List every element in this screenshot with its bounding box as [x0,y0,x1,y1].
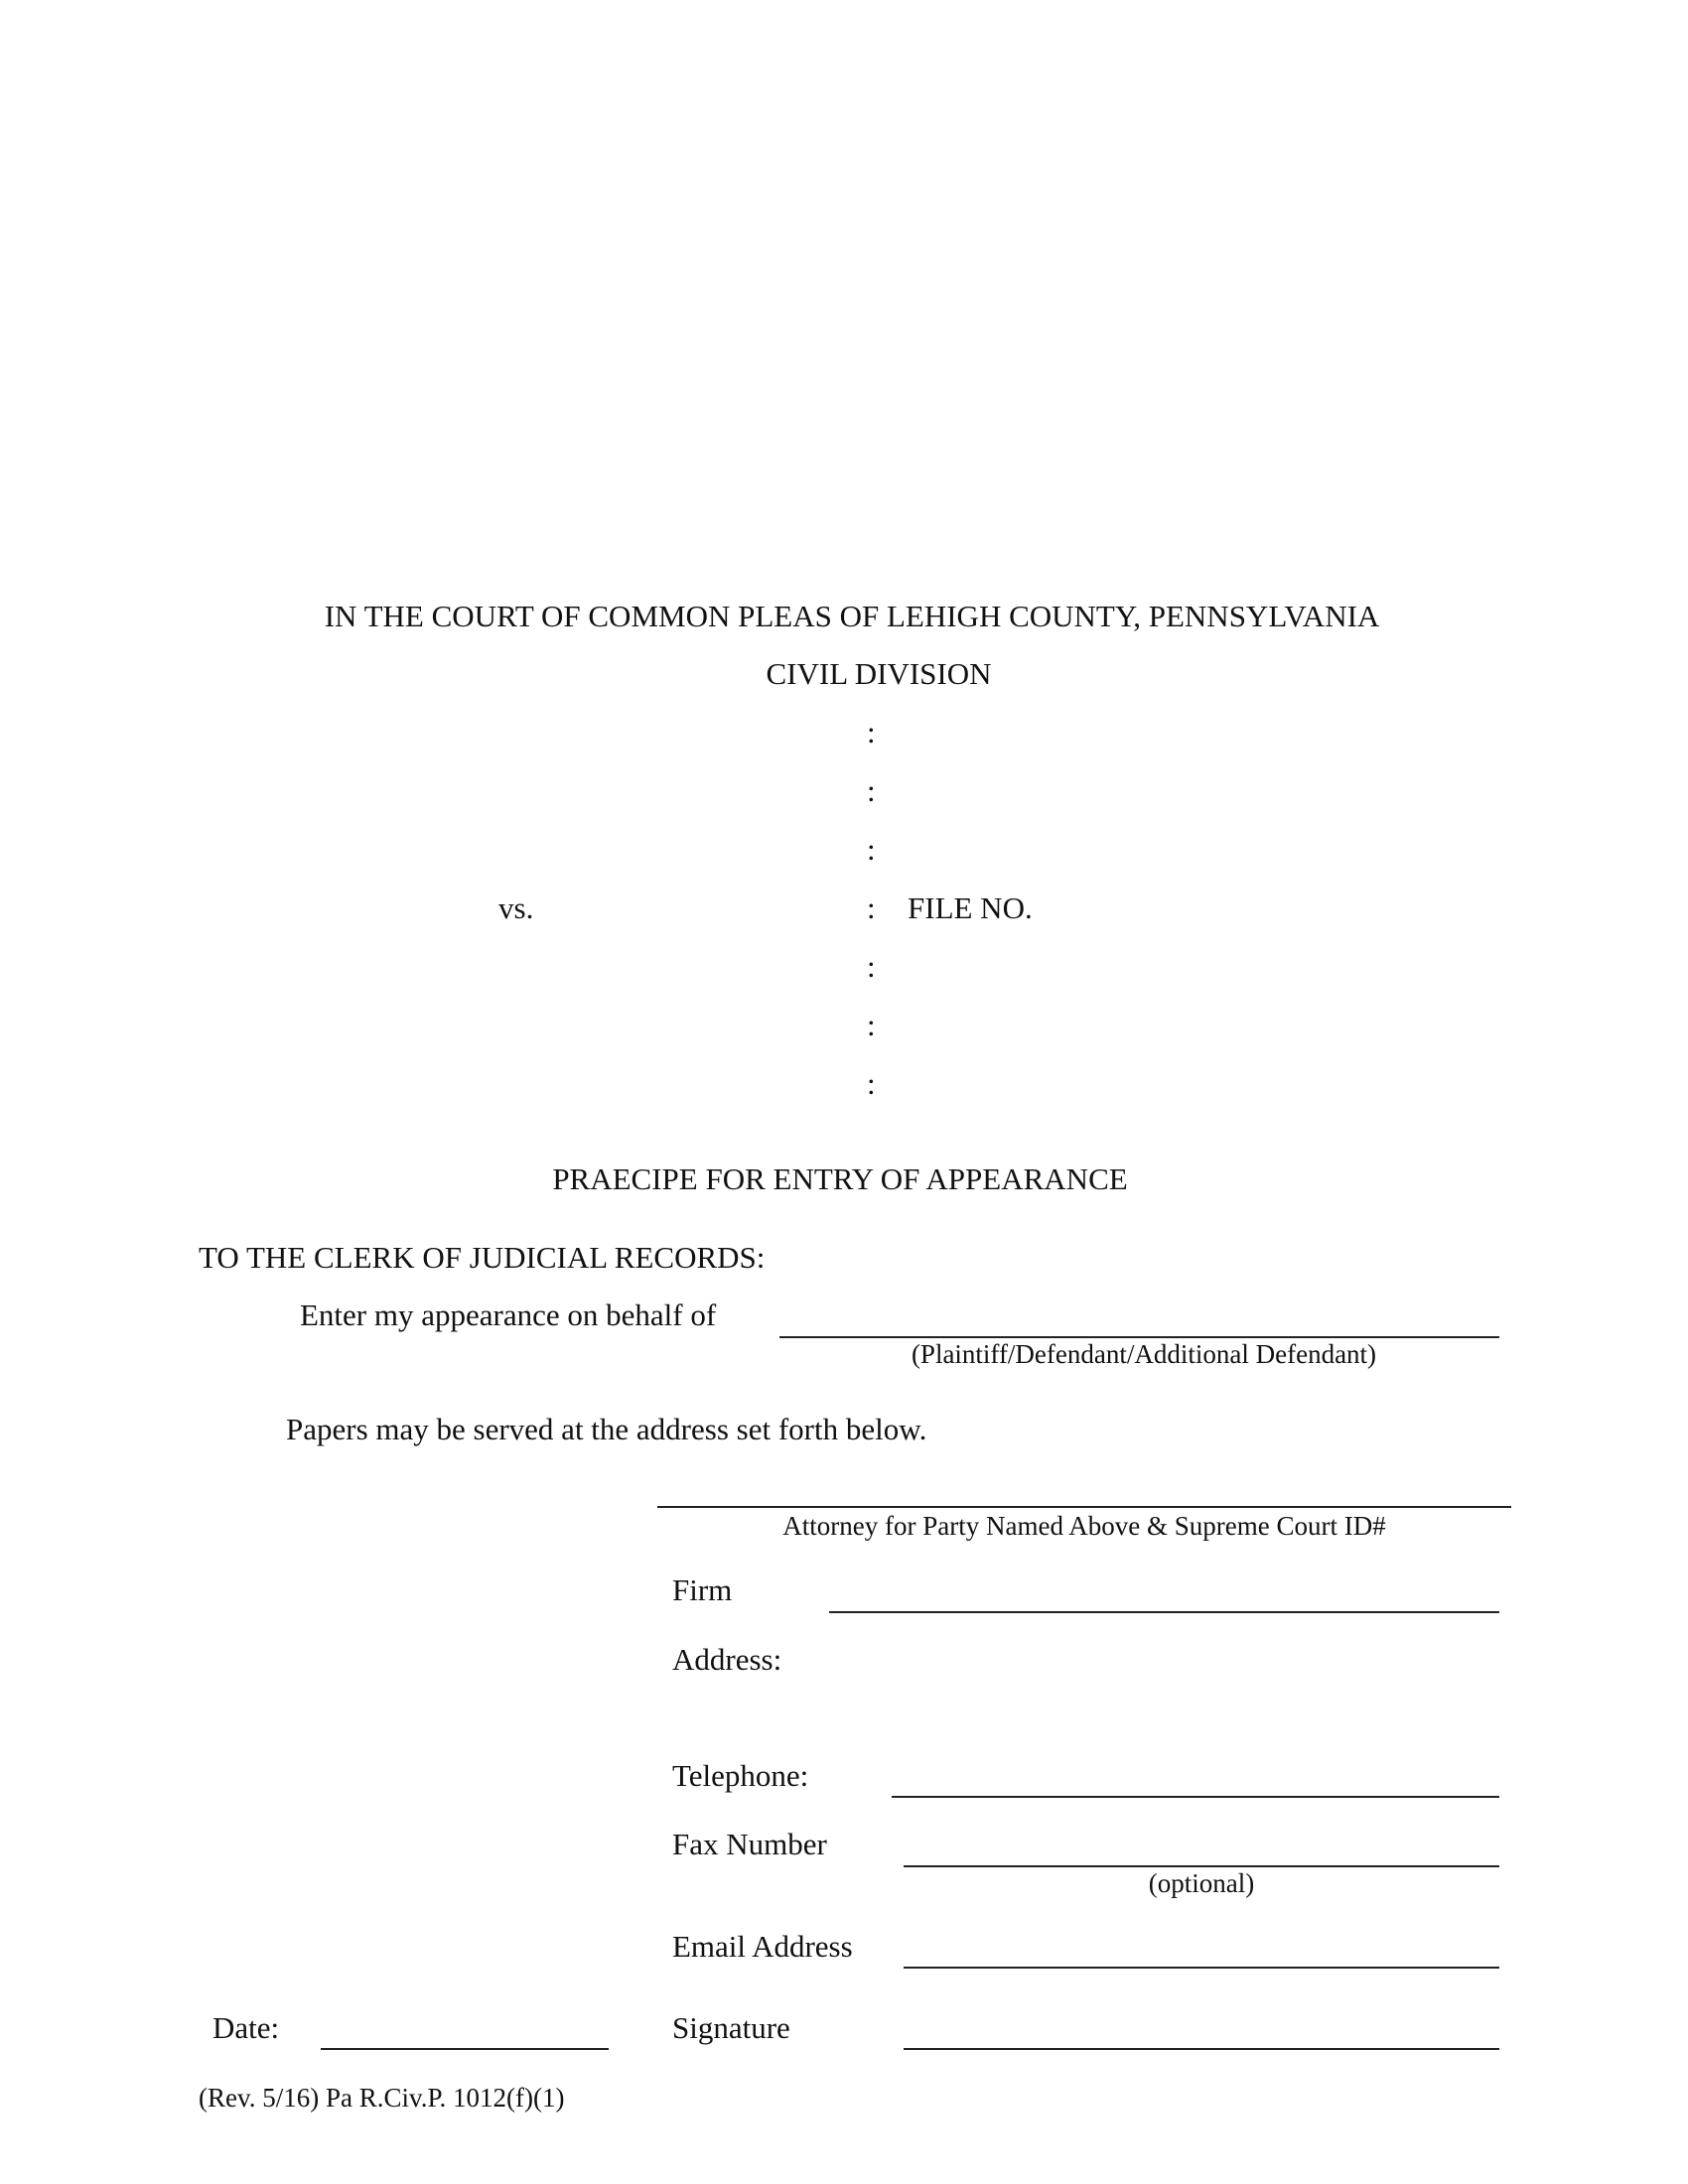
telephone-field[interactable] [892,1768,1499,1798]
file-no-label: FILE NO. [908,890,1033,925]
caption-colon: : [867,832,876,867]
versus-label: vs. [498,890,534,925]
date-field[interactable] [321,2020,609,2050]
appearance-text: Enter my appearance on behalf of [300,1297,717,1332]
division-title: CIVIL DIVISION [766,656,992,691]
caption-colon: : [867,949,876,984]
caption-colon: : [867,715,876,750]
service-text: Papers may be served at the address set forth below. [286,1412,927,1446]
party-caption: (Plaintiff/Defendant/Additional Defendant) [911,1339,1377,1369]
fax-label: Fax Number [672,1827,827,1861]
attorney-caption: Attorney for Party Named Above & Supreme Court ID# [782,1511,1386,1541]
addressee-line: TO THE CLERK OF JUDICIAL RECORDS: [199,1240,766,1275]
form-title: PRAECIPE FOR ENTRY OF APPEARANCE [552,1161,1128,1196]
fax-field[interactable] [904,1838,1499,1867]
caption-colon: : [867,890,876,925]
party-name-field[interactable] [779,1308,1499,1338]
court-title: IN THE COURT OF COMMON PLEAS OF LEHIGH COUNTY, PENNSYLVANIA [324,599,1380,633]
caption-colon: : [867,1066,876,1101]
telephone-label: Telephone: [672,1758,809,1793]
attorney-name-field[interactable] [657,1478,1511,1508]
fax-caption: (optional) [1148,1868,1255,1898]
caption-colon: : [867,773,876,808]
revision-footer: (Rev. 5/16) Pa R.Civ.P. 1012(f)(1) [199,2083,565,2113]
firm-label: Firm [672,1572,733,1607]
signature-field[interactable] [904,2020,1499,2050]
signature-label: Signature [672,2010,790,2045]
email-field[interactable] [904,1939,1499,1969]
email-label: Email Address [672,1929,853,1964]
firm-field[interactable] [829,1583,1499,1613]
caption-colon: : [867,1008,876,1042]
address-label: Address: [672,1642,782,1677]
date-label: Date: [212,2010,280,2045]
